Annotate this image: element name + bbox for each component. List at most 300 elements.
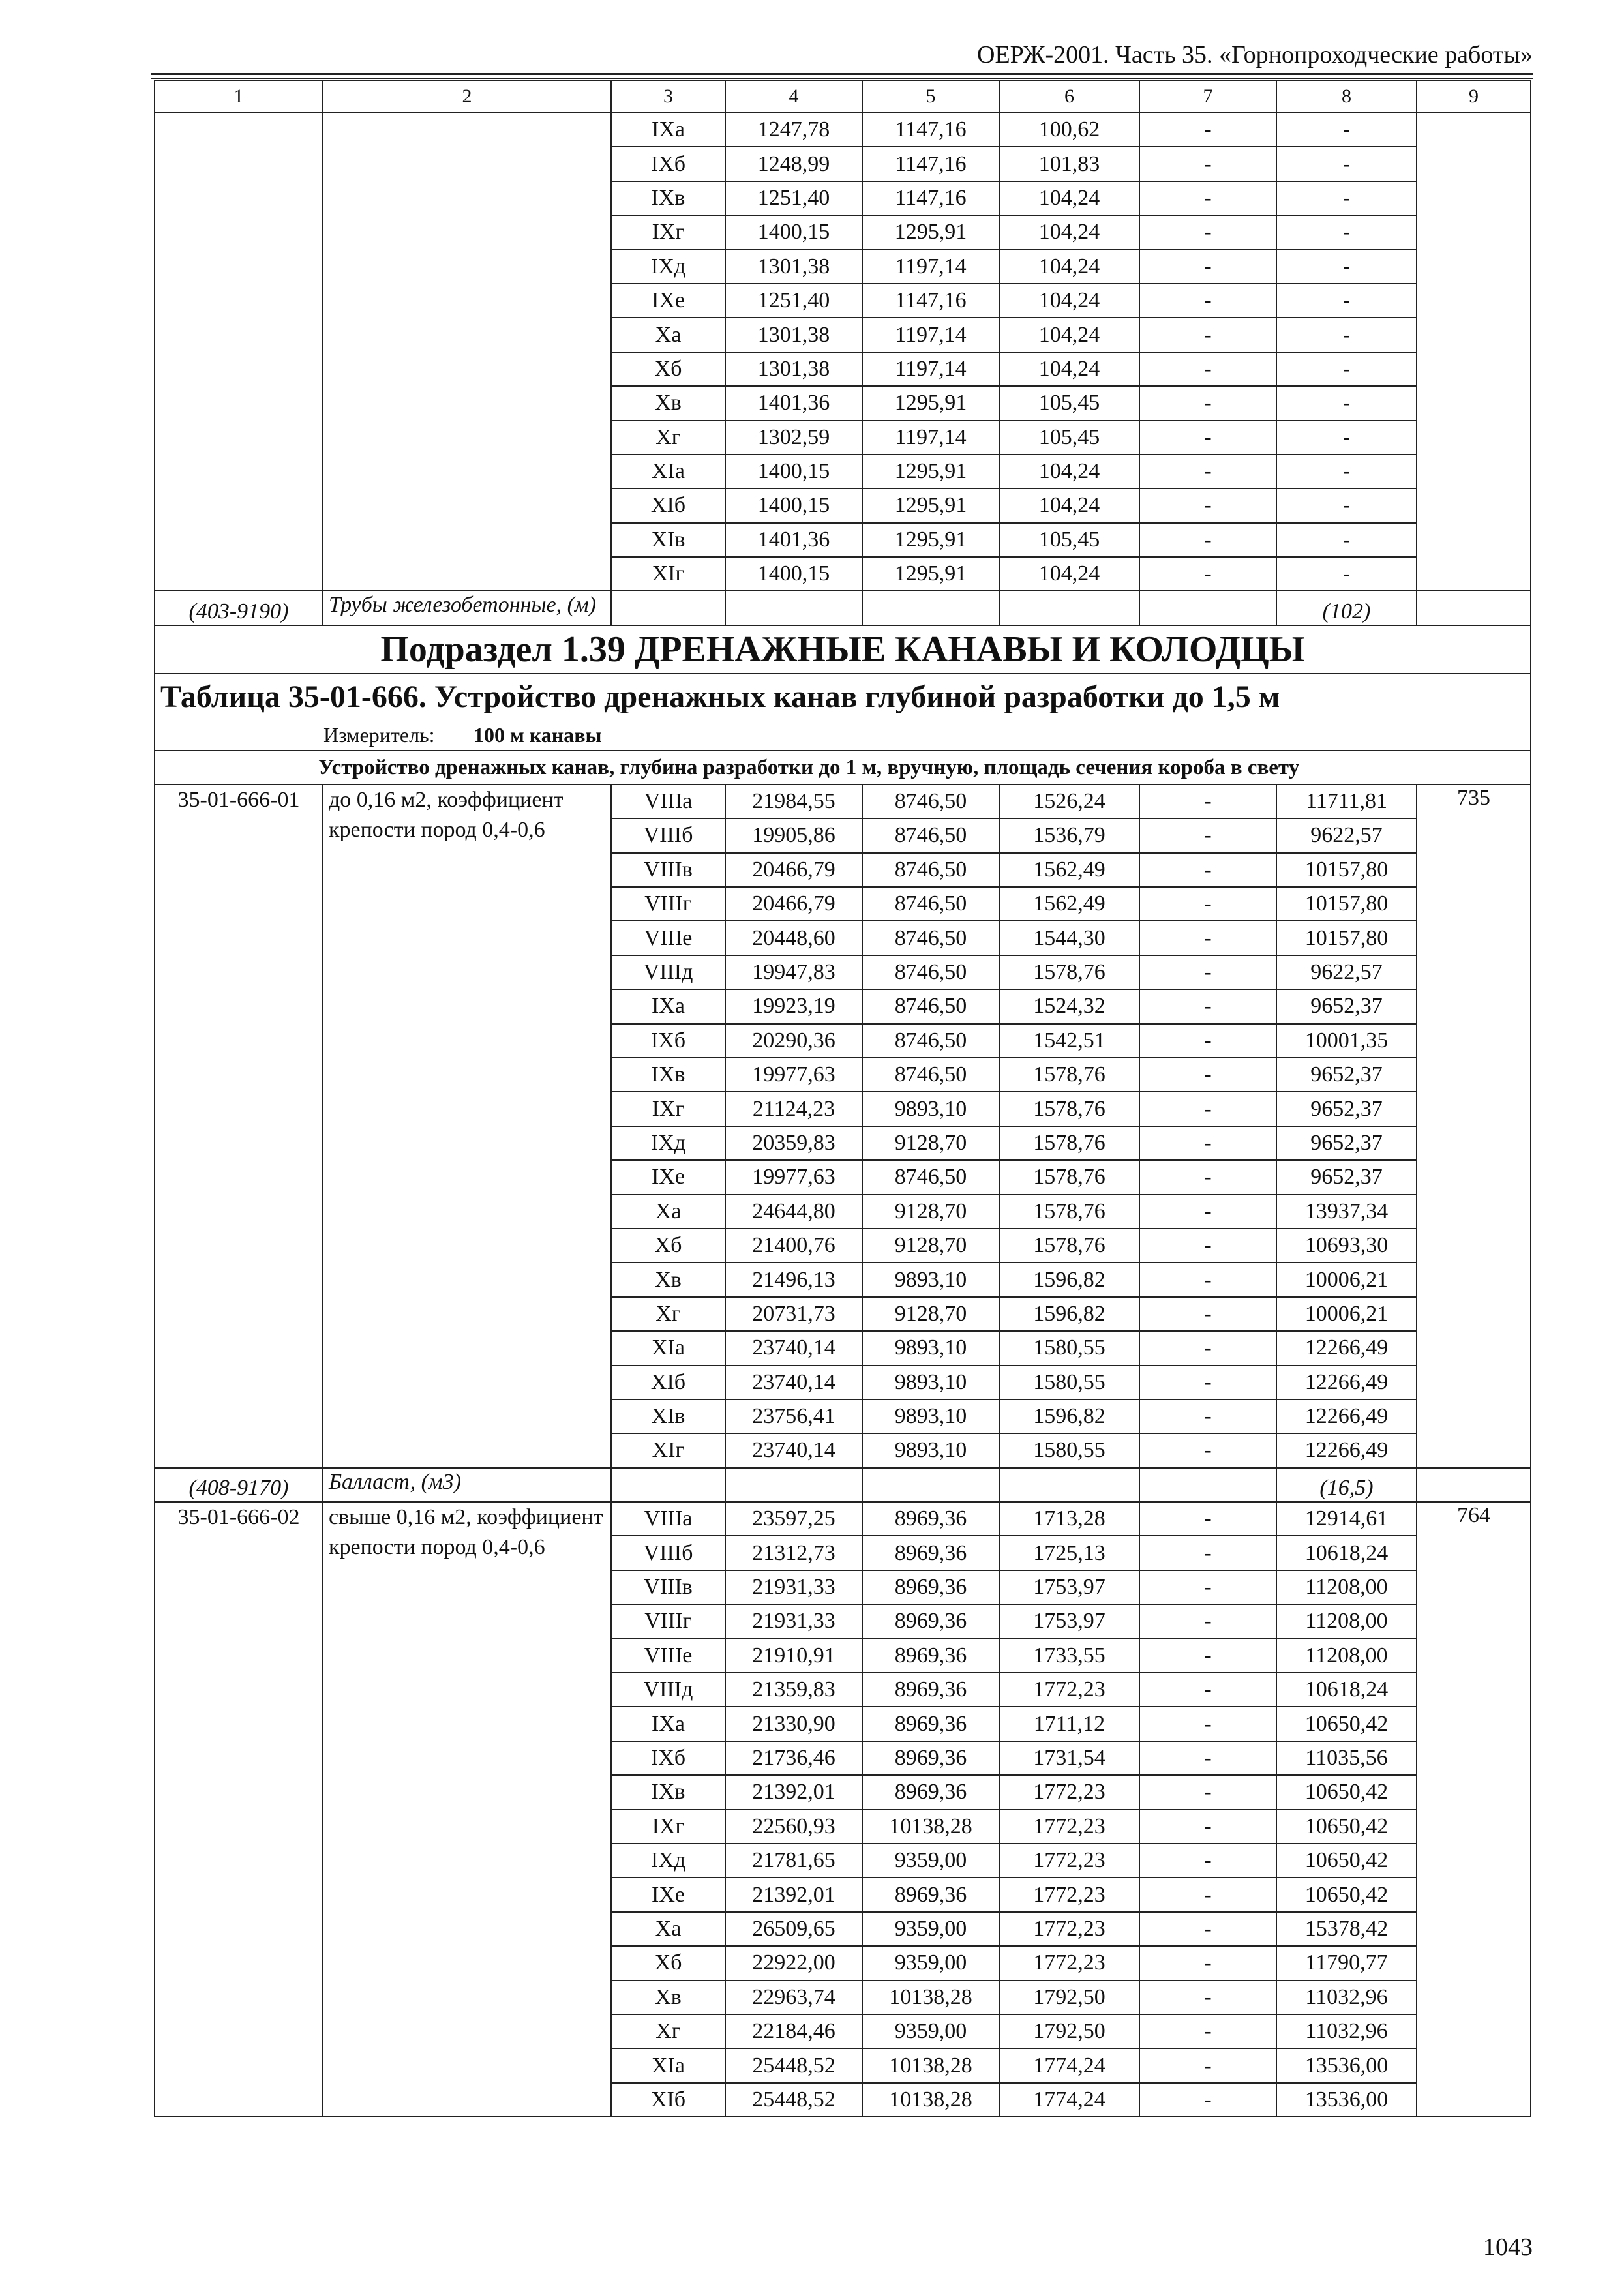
materials-cell: 12266,49: [1276, 1366, 1417, 1399]
drivers-wages-cell: -: [1139, 318, 1276, 352]
region-cell: Xг: [611, 421, 725, 455]
drivers-wages-cell: -: [1139, 1058, 1276, 1092]
wages-cell: 8969,36: [862, 1878, 999, 1911]
total-cost-cell: 1301,38: [725, 318, 862, 352]
total-cost-cell: 21984,55: [725, 785, 862, 818]
materials-cell: 10157,80: [1276, 887, 1417, 921]
table-title: Таблица 35-01-666. Устройство дренажных канав глубиной разработки до 1,5 м: [155, 674, 1531, 720]
region-cell: Xб: [611, 1946, 725, 1980]
total-cost-cell: 23597,25: [725, 1502, 862, 1536]
table-row: [155, 785, 1531, 818]
machines-cell: 1772,23: [999, 1946, 1139, 1980]
blank-cell: [1417, 1468, 1531, 1502]
total-cost-cell: 22963,74: [725, 1981, 862, 2014]
drivers-wages-cell: -: [1139, 921, 1276, 955]
header-rule-thin: [151, 78, 1533, 79]
machines-cell: 1772,23: [999, 1775, 1139, 1809]
total-cost-cell: 19947,83: [725, 955, 862, 989]
machines-cell: 1774,24: [999, 2083, 1139, 2117]
wages-cell: 8746,50: [862, 1058, 999, 1092]
total-cost-cell: 1248,99: [725, 147, 862, 181]
description-cell: [323, 785, 611, 1468]
machines-cell: 1792,50: [999, 1981, 1139, 2014]
wages-cell: 8746,50: [862, 785, 999, 818]
drivers-wages-cell: -: [1139, 1639, 1276, 1673]
materials-cell: 11790,77: [1276, 1946, 1417, 1980]
region-cell: Xг: [611, 1297, 725, 1331]
materials-cell: 13536,00: [1276, 2048, 1417, 2082]
drivers-wages-cell: -: [1139, 1331, 1276, 1365]
wages-cell: 9359,00: [862, 1946, 999, 1980]
total-cost-cell: 21781,65: [725, 1844, 862, 1878]
drivers-wages-cell: -: [1139, 785, 1276, 818]
drivers-wages-cell: -: [1139, 1912, 1276, 1946]
machines-cell: 1578,76: [999, 1126, 1139, 1160]
region-cell: IXв: [611, 1058, 725, 1092]
machines-cell: 105,45: [999, 386, 1139, 420]
materials-cell: 10006,21: [1276, 1297, 1417, 1331]
blank-cell: [1139, 1468, 1276, 1502]
machines-cell: 104,24: [999, 284, 1139, 318]
total-cost-cell: 21124,23: [725, 1092, 862, 1126]
wages-cell: 8746,50: [862, 989, 999, 1023]
materials-cell: -: [1276, 421, 1417, 455]
drivers-wages-cell: -: [1139, 1536, 1276, 1570]
region-cell: VIIIв: [611, 853, 725, 887]
total-cost-cell: 1251,40: [725, 284, 862, 318]
total-cost-cell: 1400,15: [725, 557, 862, 591]
materials-cell: 12266,49: [1276, 1399, 1417, 1433]
measure-cell: [155, 720, 1531, 751]
wages-cell: 8746,50: [862, 853, 999, 887]
subsection-title: Подраздел 1.39 ДРЕНАЖНЫЕ КАНАВЫ И КОЛОДЦЫ: [155, 625, 1531, 674]
total-cost-cell: 1301,38: [725, 250, 862, 284]
column-number: 4: [725, 80, 862, 113]
column-number: 7: [1139, 80, 1276, 113]
empty-cell: [155, 113, 323, 591]
machines-cell: 1792,50: [999, 2014, 1139, 2048]
wages-cell: 1197,14: [862, 352, 999, 386]
blank-cell: [862, 1468, 999, 1502]
wages-cell: 8969,36: [862, 1502, 999, 1536]
table-row: [155, 113, 1531, 147]
region-cell: Xв: [611, 1981, 725, 2014]
wages-cell: 9893,10: [862, 1263, 999, 1296]
total-cost-cell: 21496,13: [725, 1263, 862, 1296]
materials-cell: 15378,42: [1276, 1912, 1417, 1946]
drivers-wages-cell: -: [1139, 1433, 1276, 1467]
total-cost-cell: 19977,63: [725, 1058, 862, 1092]
total-cost-cell: 21931,33: [725, 1604, 862, 1638]
materials-cell: 11208,00: [1276, 1604, 1417, 1638]
materials-cell: -: [1276, 488, 1417, 522]
machines-cell: 105,45: [999, 421, 1139, 455]
material-quantity: (102): [1276, 591, 1417, 625]
region-cell: Xа: [611, 318, 725, 352]
drivers-wages-cell: -: [1139, 557, 1276, 591]
total-cost-cell: 20448,60: [725, 921, 862, 955]
machines-cell: 1544,30: [999, 921, 1139, 955]
machines-cell: 1731,54: [999, 1741, 1139, 1775]
materials-cell: 10618,24: [1276, 1536, 1417, 1570]
wages-cell: 1147,16: [862, 147, 999, 181]
materials-cell: 10650,42: [1276, 1878, 1417, 1911]
materials-cell: -: [1276, 215, 1417, 249]
drivers-wages-cell: -: [1139, 1878, 1276, 1911]
region-cell: VIIIг: [611, 887, 725, 921]
materials-cell: 9622,57: [1276, 818, 1417, 852]
wages-cell: 9359,00: [862, 2014, 999, 2048]
materials-cell: 11208,00: [1276, 1639, 1417, 1673]
machines-cell: 1524,32: [999, 989, 1139, 1023]
description-cell: [323, 1502, 611, 2117]
wages-cell: 8746,50: [862, 887, 999, 921]
materials-cell: -: [1276, 455, 1417, 488]
total-cost-cell: 19977,63: [725, 1160, 862, 1194]
total-cost-cell: 23756,41: [725, 1399, 862, 1433]
blank-cell: [1417, 591, 1531, 625]
region-cell: XIа: [611, 2048, 725, 2082]
rate-description: свыше 0,16 м2, коэффициент крепости пород 0,4-0,6: [329, 1505, 603, 1560]
materials-cell: -: [1276, 113, 1417, 147]
drivers-wages-cell: -: [1139, 181, 1276, 215]
wages-cell: 10138,28: [862, 1981, 999, 2014]
measure-value: 100 м канавы: [474, 723, 602, 747]
materials-cell: -: [1276, 147, 1417, 181]
drivers-wages-cell: -: [1139, 455, 1276, 488]
machines-cell: 1753,97: [999, 1570, 1139, 1604]
drivers-wages-cell: -: [1139, 1399, 1276, 1433]
drivers-wages-cell: -: [1139, 1126, 1276, 1160]
empty-cell: [323, 113, 611, 591]
region-cell: XIб: [611, 1366, 725, 1399]
region-cell: Xб: [611, 352, 725, 386]
total-cost-cell: 1251,40: [725, 181, 862, 215]
drivers-wages-cell: -: [1139, 1570, 1276, 1604]
running-header: ОЕРЖ-2001. Часть 35. «Горнопроходческие работы»: [977, 41, 1533, 68]
drivers-wages-cell: -: [1139, 1741, 1276, 1775]
materials-cell: 9652,37: [1276, 1160, 1417, 1194]
region-cell: VIIIе: [611, 1639, 725, 1673]
machines-cell: 1596,82: [999, 1399, 1139, 1433]
machines-cell: 1772,23: [999, 1673, 1139, 1707]
materials-cell: 11032,96: [1276, 2014, 1417, 2048]
materials-cell: 13937,34: [1276, 1195, 1417, 1229]
region-cell: VIIIа: [611, 1502, 725, 1536]
material-code: (403-9190): [155, 591, 323, 625]
machines-cell: 1753,97: [999, 1604, 1139, 1638]
drivers-wages-cell: -: [1139, 284, 1276, 318]
machines-cell: 1713,28: [999, 1502, 1139, 1536]
machines-cell: 1596,82: [999, 1297, 1139, 1331]
wages-cell: 8746,50: [862, 955, 999, 989]
total-cost-cell: 23740,14: [725, 1331, 862, 1365]
total-cost-cell: 25448,52: [725, 2048, 862, 2082]
machines-cell: 1725,13: [999, 1536, 1139, 1570]
column-number: 3: [611, 80, 725, 113]
machines-cell: 105,45: [999, 523, 1139, 557]
drivers-wages-cell: -: [1139, 955, 1276, 989]
drivers-wages-cell: -: [1139, 215, 1276, 249]
rate-code: 35-01-666-01: [177, 787, 300, 812]
drivers-wages-cell: -: [1139, 2083, 1276, 2117]
material-name: Балласт, (м3): [323, 1468, 611, 1502]
wages-cell: 1295,91: [862, 557, 999, 591]
drivers-wages-cell: -: [1139, 147, 1276, 181]
wages-cell: 9128,70: [862, 1126, 999, 1160]
drivers-wages-cell: -: [1139, 250, 1276, 284]
drivers-wages-cell: -: [1139, 989, 1276, 1023]
total-cost-cell: 23740,14: [725, 1433, 862, 1467]
machines-cell: 1733,55: [999, 1639, 1139, 1673]
wages-cell: 9128,70: [862, 1195, 999, 1229]
drivers-wages-cell: -: [1139, 1195, 1276, 1229]
wages-cell: 9128,70: [862, 1297, 999, 1331]
material-row: [155, 1468, 1531, 1502]
drivers-wages-cell: -: [1139, 1981, 1276, 2014]
machines-cell: 1578,76: [999, 1160, 1139, 1194]
region-cell: IXе: [611, 284, 725, 318]
region-cell: Xа: [611, 1912, 725, 1946]
total-cost-cell: 19923,19: [725, 989, 862, 1023]
total-cost-cell: 1401,36: [725, 386, 862, 420]
region-cell: XIа: [611, 455, 725, 488]
materials-cell: 9622,57: [1276, 955, 1417, 989]
drivers-wages-cell: -: [1139, 523, 1276, 557]
total-cost-cell: 19905,86: [725, 818, 862, 852]
group-description: Устройство дренажных канав, глубина разработки до 1 м, вручную, площадь сечения короба в свету: [155, 751, 1531, 785]
drivers-wages-cell: -: [1139, 1024, 1276, 1058]
wages-cell: 8969,36: [862, 1639, 999, 1673]
machines-cell: 104,24: [999, 215, 1139, 249]
materials-cell: 10693,30: [1276, 1229, 1417, 1263]
materials-cell: -: [1276, 284, 1417, 318]
region-cell: VIIIе: [611, 921, 725, 955]
materials-cell: 10157,80: [1276, 921, 1417, 955]
blank-cell: [725, 1468, 862, 1502]
wages-cell: 9893,10: [862, 1092, 999, 1126]
blank-cell: [725, 591, 862, 625]
machines-cell: 1578,76: [999, 1229, 1139, 1263]
wages-cell: 1295,91: [862, 215, 999, 249]
region-cell: IXа: [611, 989, 725, 1023]
drivers-wages-cell: -: [1139, 1229, 1276, 1263]
index-cell: 764: [1417, 1502, 1531, 2117]
drivers-wages-cell: -: [1139, 352, 1276, 386]
group-description-row: [155, 751, 1531, 785]
wages-cell: 1197,14: [862, 318, 999, 352]
drivers-wages-cell: -: [1139, 1502, 1276, 1536]
wages-cell: 9893,10: [862, 1433, 999, 1467]
machines-cell: 104,24: [999, 250, 1139, 284]
total-cost-cell: 1301,38: [725, 352, 862, 386]
drivers-wages-cell: -: [1139, 1297, 1276, 1331]
region-cell: IXб: [611, 1741, 725, 1775]
total-cost-cell: 21736,46: [725, 1741, 862, 1775]
total-cost-cell: 20359,83: [725, 1126, 862, 1160]
measure-label: Измеритель:: [323, 723, 435, 747]
material-code: (408-9170): [155, 1468, 323, 1502]
total-cost-cell: 24644,80: [725, 1195, 862, 1229]
materials-cell: 10650,42: [1276, 1707, 1417, 1741]
total-cost-cell: 26509,65: [725, 1912, 862, 1946]
drivers-wages-cell: -: [1139, 1092, 1276, 1126]
code-cell: [155, 1502, 323, 2117]
region-cell: VIIIд: [611, 955, 725, 989]
material-name: Трубы железобетонные, (м): [323, 591, 611, 625]
region-cell: Xв: [611, 386, 725, 420]
table-title-row: [155, 674, 1531, 720]
machines-cell: 1772,23: [999, 1912, 1139, 1946]
wages-cell: 9359,00: [862, 1912, 999, 1946]
total-cost-cell: 25448,52: [725, 2083, 862, 2117]
drivers-wages-cell: -: [1139, 853, 1276, 887]
region-cell: IXд: [611, 1844, 725, 1878]
region-cell: Xг: [611, 2014, 725, 2048]
machines-cell: 1536,79: [999, 818, 1139, 852]
wages-cell: 8969,36: [862, 1673, 999, 1707]
blank-cell: [1139, 591, 1276, 625]
wages-cell: 8746,50: [862, 818, 999, 852]
machines-cell: 1578,76: [999, 1058, 1139, 1092]
total-cost-cell: 23740,14: [725, 1366, 862, 1399]
region-cell: VIIIб: [611, 1536, 725, 1570]
drivers-wages-cell: -: [1139, 421, 1276, 455]
total-cost-cell: 20731,73: [725, 1297, 862, 1331]
total-cost-cell: 21392,01: [725, 1878, 862, 1911]
drivers-wages-cell: -: [1139, 113, 1276, 147]
rates-table: [154, 80, 1531, 2117]
total-cost-cell: 21400,76: [725, 1229, 862, 1263]
column-number: 8: [1276, 80, 1417, 113]
wages-cell: 9893,10: [862, 1366, 999, 1399]
material-row: [155, 591, 1531, 625]
total-cost-cell: 1302,59: [725, 421, 862, 455]
machines-cell: 101,83: [999, 147, 1139, 181]
total-cost-cell: 1247,78: [725, 113, 862, 147]
region-cell: IXе: [611, 1878, 725, 1911]
total-cost-cell: 1401,36: [725, 523, 862, 557]
machines-cell: 104,24: [999, 455, 1139, 488]
machines-cell: 1562,49: [999, 853, 1139, 887]
region-cell: XIа: [611, 1331, 725, 1365]
drivers-wages-cell: -: [1139, 2014, 1276, 2048]
materials-cell: 11711,81: [1276, 785, 1417, 818]
total-cost-cell: 21931,33: [725, 1570, 862, 1604]
region-cell: IXд: [611, 1126, 725, 1160]
wages-cell: 1147,16: [862, 113, 999, 147]
index-cell: [1417, 113, 1531, 591]
materials-cell: -: [1276, 386, 1417, 420]
blank-cell: [999, 591, 1139, 625]
blank-cell: [611, 591, 725, 625]
machines-cell: 1772,23: [999, 1844, 1139, 1878]
rate-code: 35-01-666-02: [177, 1505, 300, 1530]
machines-cell: 1578,76: [999, 955, 1139, 989]
region-cell: IXе: [611, 1160, 725, 1194]
machines-cell: 104,24: [999, 557, 1139, 591]
index-cell: 735: [1417, 785, 1531, 1468]
wages-cell: 1147,16: [862, 284, 999, 318]
wages-cell: 10138,28: [862, 2083, 999, 2117]
wages-cell: 8746,50: [862, 921, 999, 955]
blank-cell: [999, 1468, 1139, 1502]
machines-cell: 1772,23: [999, 1878, 1139, 1911]
machines-cell: 1562,49: [999, 887, 1139, 921]
materials-cell: 10650,42: [1276, 1775, 1417, 1809]
column-number: 6: [999, 80, 1139, 113]
region-cell: VIIIа: [611, 785, 725, 818]
region-cell: XIб: [611, 488, 725, 522]
materials-cell: 11208,00: [1276, 1570, 1417, 1604]
region-cell: VIIIг: [611, 1604, 725, 1638]
drivers-wages-cell: -: [1139, 1673, 1276, 1707]
drivers-wages-cell: -: [1139, 2048, 1276, 2082]
materials-cell: -: [1276, 557, 1417, 591]
region-cell: IXа: [611, 113, 725, 147]
header-rule: [151, 73, 1533, 75]
wages-cell: 8969,36: [862, 1570, 999, 1604]
wages-cell: 8969,36: [862, 1707, 999, 1741]
region-cell: IXг: [611, 1092, 725, 1126]
total-cost-cell: 1400,15: [725, 455, 862, 488]
materials-cell: -: [1276, 181, 1417, 215]
drivers-wages-cell: -: [1139, 1844, 1276, 1878]
materials-cell: 11035,56: [1276, 1741, 1417, 1775]
materials-cell: 9652,37: [1276, 1058, 1417, 1092]
total-cost-cell: 22922,00: [725, 1946, 862, 1980]
wages-cell: 8969,36: [862, 1741, 999, 1775]
blank-cell: [611, 1468, 725, 1502]
materials-cell: 9652,37: [1276, 1126, 1417, 1160]
total-cost-cell: 21330,90: [725, 1707, 862, 1741]
total-cost-cell: 20466,79: [725, 887, 862, 921]
machines-cell: 1526,24: [999, 785, 1139, 818]
region-cell: IXг: [611, 1810, 725, 1844]
drivers-wages-cell: -: [1139, 1946, 1276, 1980]
materials-cell: 10650,42: [1276, 1810, 1417, 1844]
column-number-row: [155, 80, 1531, 113]
machines-cell: 1542,51: [999, 1024, 1139, 1058]
column-number: 1: [155, 80, 323, 113]
region-cell: IXа: [611, 1707, 725, 1741]
machines-cell: 1580,55: [999, 1331, 1139, 1365]
wages-cell: 9893,10: [862, 1399, 999, 1433]
materials-cell: 13536,00: [1276, 2083, 1417, 2117]
drivers-wages-cell: -: [1139, 1604, 1276, 1638]
machines-cell: 1580,55: [999, 1366, 1139, 1399]
wages-cell: 1295,91: [862, 488, 999, 522]
region-cell: XIг: [611, 557, 725, 591]
total-cost-cell: 21359,83: [725, 1673, 862, 1707]
wages-cell: 9128,70: [862, 1229, 999, 1263]
region-cell: IXв: [611, 181, 725, 215]
region-cell: IXв: [611, 1775, 725, 1809]
materials-cell: -: [1276, 523, 1417, 557]
drivers-wages-cell: -: [1139, 1707, 1276, 1741]
region-cell: IXд: [611, 250, 725, 284]
wages-cell: 10138,28: [862, 1810, 999, 1844]
materials-cell: 10157,80: [1276, 853, 1417, 887]
region-cell: IXб: [611, 1024, 725, 1058]
materials-cell: 12914,61: [1276, 1502, 1417, 1536]
region-cell: VIIIб: [611, 818, 725, 852]
wages-cell: 8969,36: [862, 1536, 999, 1570]
drivers-wages-cell: -: [1139, 887, 1276, 921]
materials-cell: 9652,37: [1276, 989, 1417, 1023]
wages-cell: 10138,28: [862, 2048, 999, 2082]
drivers-wages-cell: -: [1139, 1160, 1276, 1194]
